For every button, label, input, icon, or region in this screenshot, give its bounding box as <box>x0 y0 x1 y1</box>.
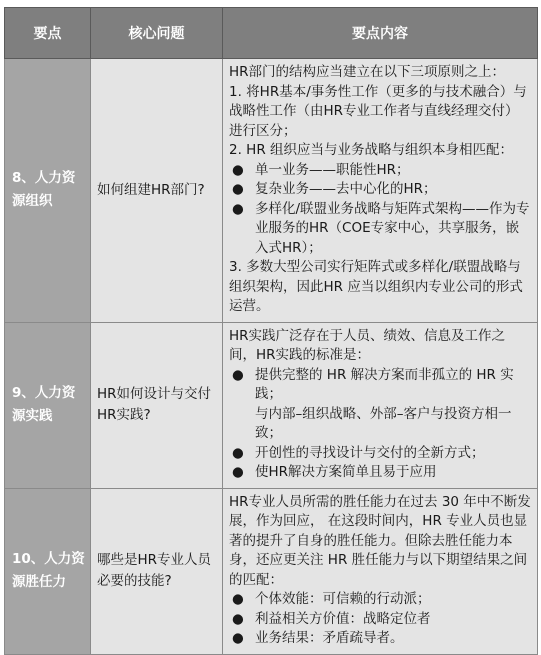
table-header-row <box>5 8 538 59</box>
bullet-icon: ● <box>232 161 244 178</box>
bullet-text: 多样化/联盟业务战略与矩阵式架构——作为专业服务的HR（COE专家中心，共享服务，嵌入式HR）； <box>255 200 530 256</box>
bullet-item <box>229 610 531 630</box>
bullet-item <box>229 590 531 610</box>
row-key: 9、人力资源实践 <box>5 322 91 488</box>
row-question: 哪些是HR专业人员必要的技能? <box>91 488 223 654</box>
content-line: 2. HR 组织应当与业务战略与组织本身相匹配： <box>229 142 513 158</box>
bullet-icon: ● <box>232 591 244 607</box>
bullet-item <box>229 161 531 181</box>
bullet-icon: ● <box>232 464 244 480</box>
bullet-item <box>229 463 531 483</box>
content-line: HR部门的结构应当建立在以下三项原则之上： <box>229 64 506 80</box>
row-content <box>223 488 538 654</box>
bullet-icon: ● <box>232 444 244 461</box>
content-line: HR实践广泛存在于人员、绩效、信息及工作之间，HR实践的标准是： <box>229 327 506 363</box>
bullet-text: 使HR解决方案简单且易于应用 <box>255 464 437 480</box>
bullet-text: 提供完整的 HR 解决方案而非孤立的 HR 实践； <box>255 366 514 402</box>
bullet-text: 业务结果：矛盾疏导者。 <box>255 630 404 646</box>
bullet-item <box>229 629 531 649</box>
header-core-question: 核心问题 <box>91 8 223 59</box>
bullet-item <box>229 444 531 464</box>
bullet-icon: ● <box>232 366 244 383</box>
header-key-points: 要点 <box>5 8 91 59</box>
bullet-text: 利益相关方价值：战略定位者 <box>255 610 431 627</box>
content-line: 1. 将HR基本/事务性工作（更多的与技术融合）与战略性工作（由HR专业工作者与直线经理交付）进行区分； <box>229 83 527 139</box>
content-line: 3. 多数大型公司实行矩阵式或多样化/联盟战略与组织架构，因此HR 应当以组织内专业公司的形式运营。 <box>229 259 523 314</box>
row-key: 10、人力资源胜任力 <box>5 488 91 654</box>
content-line: 与内部–组织战略、外部–客户与投资方相一致； <box>255 405 512 441</box>
row-content <box>223 59 538 323</box>
table-row <box>5 59 538 323</box>
content-line: HR专业人员所需的胜任能力在过去 30 年中不断发展，作为回应， 在这段时间内，HR 专业人员也显著的提升了自身的胜任能力。但除去胜任能力本身，还应更关注 HR 胜任能力与以下期望结果之间的匹配： <box>229 493 531 588</box>
row-content <box>223 322 538 488</box>
bullet-text: 开创性的寻找设计与交付的全新方式； <box>255 444 485 461</box>
row-question: HR如何设计与交付HR实践? <box>91 322 223 488</box>
bullet-icon: ● <box>232 610 244 627</box>
row-key: 8、人力资源组织 <box>5 59 91 323</box>
bullet-item <box>229 180 531 200</box>
bullet-text: 单一业务——职能性HR； <box>255 161 410 178</box>
row-question: 如何组建HR部门? <box>91 59 223 323</box>
bullet-text: 复杂业务——去中心化的HR； <box>255 181 437 197</box>
bullet-icon: ● <box>232 630 244 646</box>
bullet-icon: ● <box>232 181 244 197</box>
bullet-icon: ● <box>232 200 244 217</box>
bullet-item <box>229 200 531 259</box>
hr-principles-table <box>4 7 538 655</box>
table-row <box>5 322 538 488</box>
header-key-content: 要点内容 <box>223 8 538 59</box>
bullet-item <box>229 366 531 405</box>
bullet-text: 个体效能：可信赖的行动派； <box>255 591 431 607</box>
table-row <box>5 488 538 654</box>
